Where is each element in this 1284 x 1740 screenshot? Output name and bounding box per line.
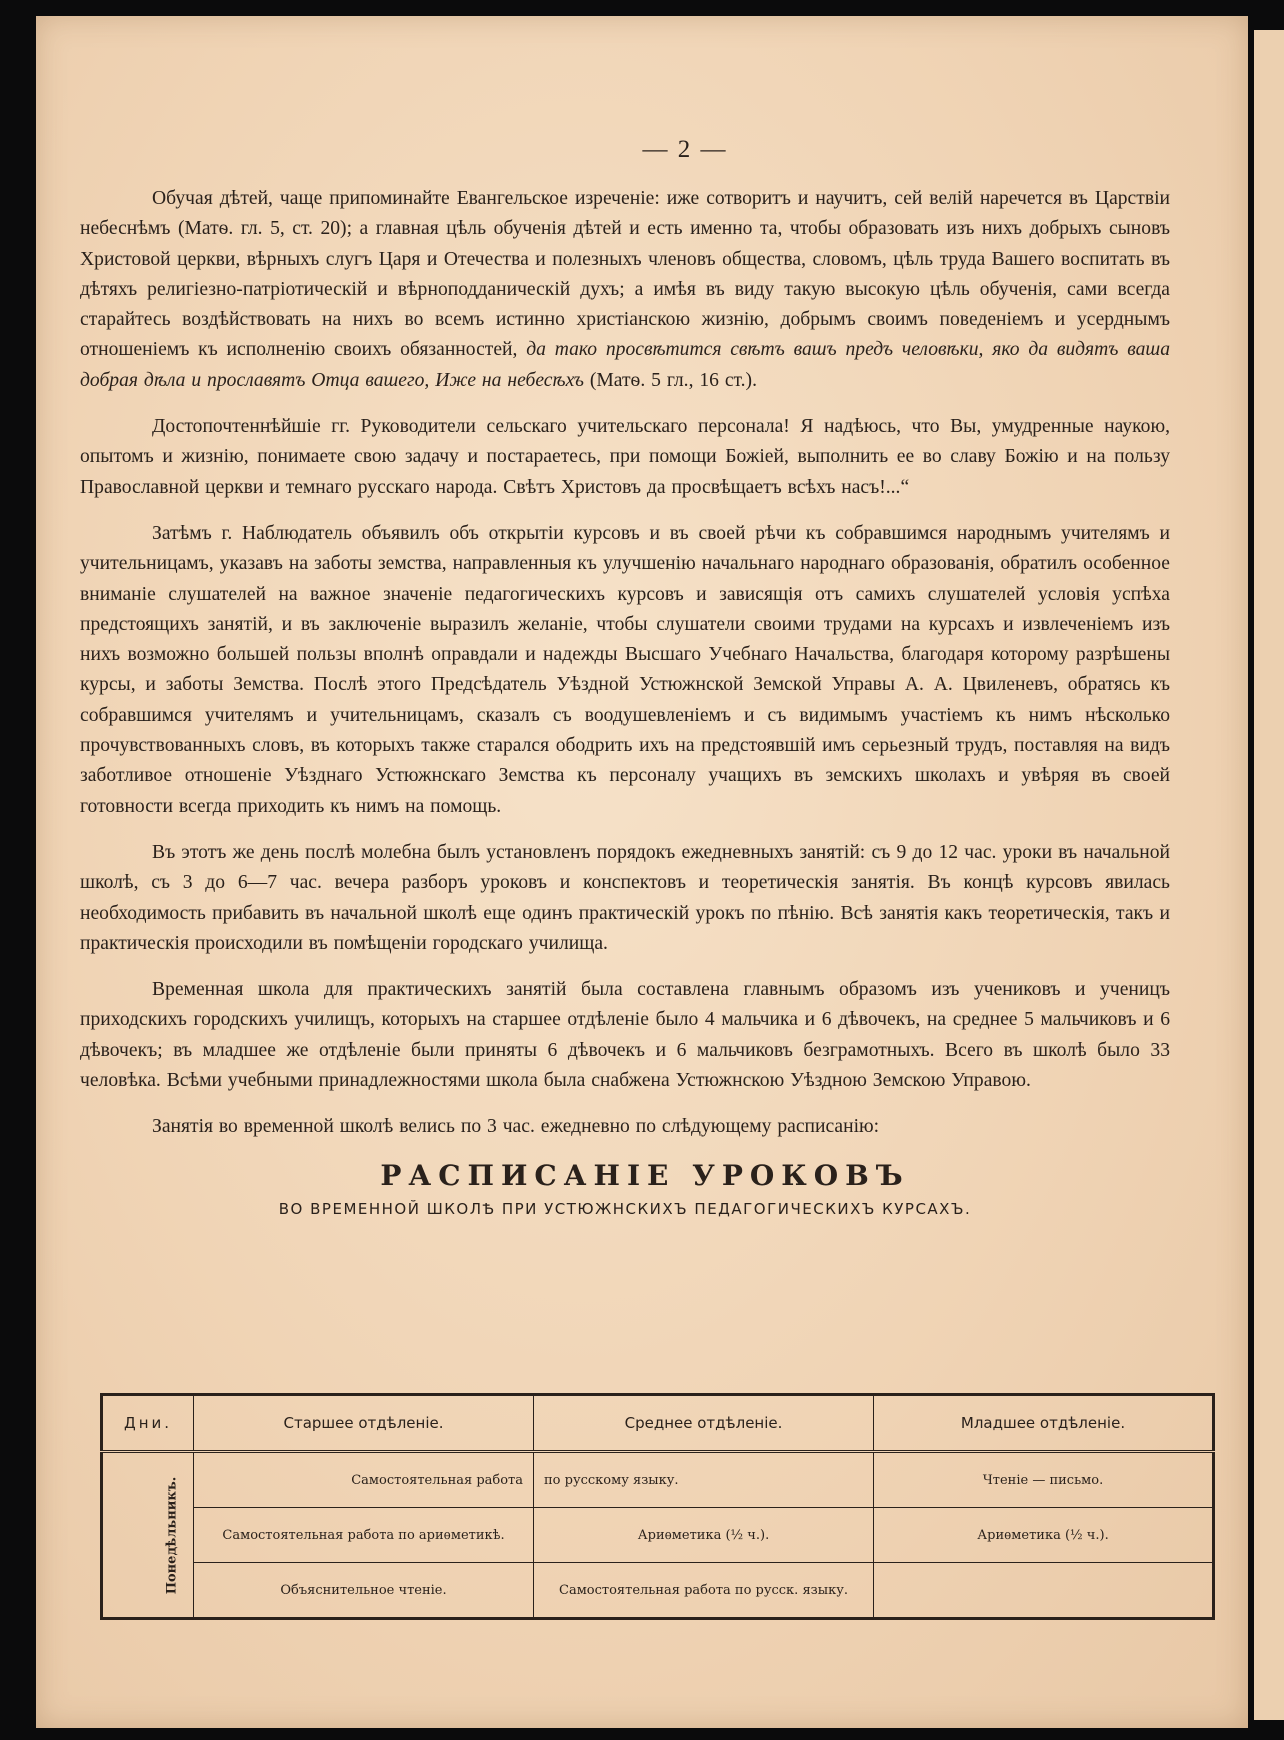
paragraph-4: Въ этотъ же день послѣ молебна былъ установленъ порядокъ ежедневныхъ занятій: съ 9 до 12 час. уроки въ начальной школѣ, съ 3 до 6—7 час. вечера разборъ уроковъ и конспектовъ и теоретическія занятія. Въ концѣ курсовъ явилась необходимость прибавить въ начальной школѣ еще одинъ практическій урокъ по пѣнію. Всѣ занятія какъ теоретическія, такъ и практическія происходили въ помѣщеніи городскаго училища. bbox=[80, 841, 1170, 954]
header-middle: Среднее отдѣленіе. bbox=[534, 1395, 874, 1452]
cell-middle: Самостоятельная работа по русск. языку. bbox=[534, 1563, 874, 1619]
cell-senior: Самостоятельная работа bbox=[194, 1452, 534, 1508]
schedule-subtitle: ВО ВРЕМЕННОЙ ШКОЛѢ ПРИ УСТЮЖНСКИХЪ ПЕДАГОГИЧЕСКИХЪ КУРСАХЪ. bbox=[278, 1199, 972, 1218]
cell-junior bbox=[874, 1563, 1214, 1619]
cell-middle: Ариѳметика (½ ч.). bbox=[534, 1508, 874, 1563]
schedule-table bbox=[100, 1393, 1215, 1620]
page-number: — 2 — bbox=[642, 136, 728, 163]
cell-junior: Чтеніе — письмо. bbox=[874, 1452, 1214, 1508]
header-junior: Младшее отдѣленіе. bbox=[874, 1395, 1214, 1452]
table-row bbox=[102, 1508, 1214, 1563]
header-days: Дни. bbox=[102, 1395, 194, 1452]
schedule-title: РАСПИСАНІЕ УРОКОВЪ bbox=[380, 1158, 910, 1192]
cell-middle: по русскому языку. bbox=[534, 1452, 874, 1508]
paragraph-5: Временная школа для практическихъ занятій была составлена главнымъ образомъ изъ учениковъ и ученицъ приходскихъ городскихъ училищъ, которыхъ на старшее отдѣленіе было 4 мальчика и 6 дѣвочекъ, на среднее 5 мальчиковъ и 6 дѣвочекъ; въ младшее же отдѣленіе были приняты 6 дѣвочекъ и 6 мальчиковъ безграмотныхъ. Всего въ школѣ было 33 человѣка. Всѣми учебными принадлежностями школа была снабжена Устюжнскою Уѣздною Земскою Управою. bbox=[80, 979, 1170, 1092]
paragraph-1-text: Обучая дѣтей, чаще припоминайте Евангельское изреченіе: иже сотворитъ и научитъ, сей велій наречется въ Царствіи небеснѣмъ (Матѳ. гл. 5, ст. 20); а главная цѣль обученія дѣтей и есть именно та, чтобы образовать изъ нихъ добрыхъ сыновъ Христовой церкви, вѣрныхъ слугъ Царя и Отечества и полезныхъ членовъ общества, словомъ, цѣль труда Вашего воспитать въ дѣтяхъ религіезно-патріотическій и вѣрноподданическій духъ; а имѣя въ виду такую высокую цѣль обученія, сами всегда старайтесь воздѣйствовать на нихъ во всемъ истинно христіанскою жизнію, добрымъ своимъ поведеніемъ и усерднымъ отношеніемъ къ исполненію своихъ обязанностей, bbox=[80, 188, 1170, 361]
table-row bbox=[102, 1563, 1214, 1619]
cell-senior: Объяснительное чтеніе. bbox=[194, 1563, 534, 1619]
paragraph-1 bbox=[80, 184, 1170, 396]
day-cell-monday bbox=[102, 1452, 194, 1619]
paragraph-1-reference: (Матѳ. 5 гл., 16 ст.). bbox=[589, 369, 757, 391]
table-row bbox=[102, 1452, 1214, 1508]
page-content bbox=[80, 136, 1170, 1218]
paragraph-3: Затѣмъ г. Наблюдатель объявилъ объ открытіи курсовъ и въ своей рѣчи къ собравшимся народнымъ учителямъ и учительницамъ, указавъ на заботы земства, направленныя къ улучшенію начальнаго народнаго образованія, обратилъ особенное вниманіе слушателей на важное значеніе педагогическихъ курсовъ и зависящія отъ самихъ слушателей условія успѣха предстоящихъ занятій, и въ заключеніе выразилъ желаніе, чтобы слушатели своими трудами на курсахъ и извлеченіемъ изъ нихъ возможно большей пользы вполнѣ оправдали и надежды Высшаго Учебнаго Начальства, благодаря которому разрѣшены курсы, и заботы Земства. Послѣ этого Предсѣдатель Уѣздной Устюжнской Земской Управы А. А. Цвиленевъ, обратясь къ собравшимся учителямъ и учительницамъ, сказалъ съ воодушевленіемъ и съ видимымъ участіемъ къ нимъ нѣсколько прочувствованныхъ словъ, въ которыхъ также старался ободрить ихъ на предстоявшій имъ серьезный трудъ, поставляя на видъ заботливое отношеніе Уѣзднаго Устюжнскаго Земства къ персоналу учащихъ въ земскихъ школахъ и увѣряя въ своей готовности всегда приходить къ нимъ на помощь. bbox=[80, 522, 1170, 817]
adjacent-page-edge bbox=[1254, 30, 1284, 1720]
gospel-quote: да тако просвѣтится свѣтъ вашъ предъ человѣки, яко да видятъ ваша добрая дѣла и прославятъ Отца вашего, Иже на небесѣхъ bbox=[80, 339, 1170, 391]
day-label: Понедѣльникъ. bbox=[164, 1476, 180, 1594]
header-senior: Старшее отдѣленіе. bbox=[194, 1395, 534, 1452]
schedule-header-row bbox=[102, 1395, 1214, 1452]
cell-senior: Самостоятельная работа по ариѳметикѣ. bbox=[194, 1508, 534, 1563]
cell-junior: Ариѳметика (½ ч.). bbox=[874, 1508, 1214, 1563]
paragraph-6: Занятія во временной школѣ велись по 3 час. ежедневно по слѣдующему расписанію: bbox=[152, 1116, 880, 1138]
paragraph-2: Достопочтеннѣйшіе гг. Руководители сельскаго учительскаго персонала! Я надѣюсь, что Вы, умудренные наукою, опытомъ и жизнію, понимаете свою задачу и постараетесь, при помощи Божіей, выполнить ее во славу Божію и на пользу Православной церкви и темнаго русскаго народа. Свѣтъ Христовъ да просвѣщаетъ всѣхъ насъ!...“ bbox=[80, 416, 1170, 498]
